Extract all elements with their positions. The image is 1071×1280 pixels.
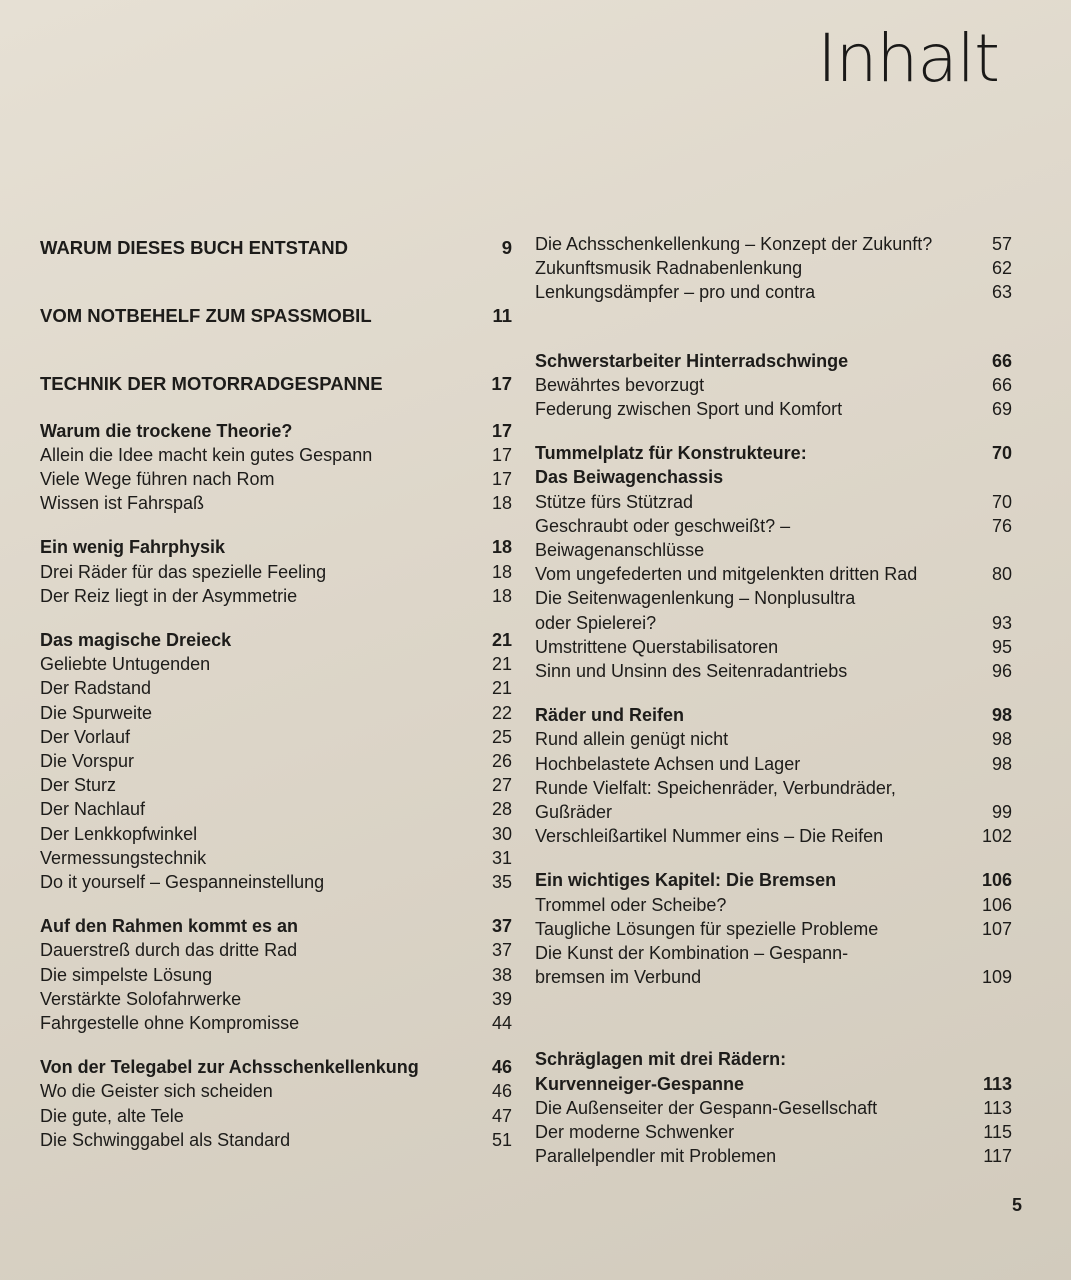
toc-page-number: 37 <box>491 916 512 937</box>
toc-entry-title: Parallelpendler mit Problemen <box>535 1146 777 1167</box>
toc-entry-title: Das Beiwagenchassis <box>535 467 724 488</box>
toc-entry-title: Auf den Rahmen kommt es an <box>40 916 299 937</box>
toc-section <box>535 868 1012 892</box>
toc-entry-title: Von der Telegabel zur Achsschenkellenkung <box>40 1057 419 1078</box>
toc-entry-title: Wo die Geister sich scheiden <box>40 1081 273 1102</box>
page-number: 5 <box>1011 1195 1022 1215</box>
toc-entry <box>40 467 512 491</box>
toc-entry <box>535 917 1012 941</box>
toc-page-number: 70 <box>991 491 1012 512</box>
toc-entry-title: Beiwagenanschlüsse <box>535 540 705 561</box>
toc-entry-title: Lenkungsdämpfer – pro und contra <box>535 282 816 303</box>
toc-page-number: 98 <box>991 705 1012 726</box>
toc-page-number: 51 <box>491 1129 512 1150</box>
toc-section <box>535 1047 1012 1071</box>
toc-page-number: 62 <box>991 258 1012 279</box>
toc-page-number: 70 <box>991 443 1012 464</box>
toc-page-number: 107 <box>981 918 1012 939</box>
toc-entry-title: Runde Vielfalt: Speichenräder, Verbundräder, <box>535 777 896 798</box>
toc-page-number: 21 <box>491 678 512 699</box>
toc-entry <box>535 373 1012 397</box>
toc-page-number: 63 <box>991 282 1012 303</box>
toc-page-number: 39 <box>491 988 512 1009</box>
toc-page-number: 96 <box>991 661 1012 682</box>
toc-entry-title: Verstärkte Solofahrwerke <box>40 988 242 1009</box>
toc-entry-title: Sinn und Unsinn des Seitenradantriebs <box>535 661 848 682</box>
toc-entry <box>535 490 1012 514</box>
toc-entry <box>40 652 512 676</box>
toc-entry <box>535 538 1012 562</box>
toc-entry <box>40 773 512 797</box>
toc-chapter <box>40 372 512 396</box>
toc-page-number: 106 <box>981 894 1012 915</box>
toc-entry <box>535 635 1012 659</box>
toc-page-number: 66 <box>991 374 1012 395</box>
toc-page-number: 93 <box>991 612 1012 633</box>
toc-entry <box>535 800 1012 824</box>
toc-page-number: 109 <box>981 967 1012 988</box>
toc-entry <box>535 562 1012 586</box>
toc-page-number: 80 <box>991 564 1012 585</box>
toc-entry-title: Die Kunst der Kombination – Gespann- <box>535 943 849 964</box>
toc-page-number: 31 <box>491 847 512 868</box>
toc-entry-title: Bewährtes bevorzugt <box>535 374 705 395</box>
toc-entry-title: Wissen ist Fahrspaß <box>40 493 205 514</box>
toc-entry-title: Hochbelastete Achsen und Lager <box>535 753 801 774</box>
toc-entry-title: Verschleißartikel Nummer eins – Die Reifen <box>535 826 884 847</box>
toc-entry <box>535 586 1012 610</box>
toc-entry-title: Zukunftsmusik Radnabenlenkung <box>535 258 803 279</box>
toc-entry-title: Die Schwinggabel als Standard <box>40 1129 291 1150</box>
toc-section <box>40 914 512 938</box>
toc-page-number: 17 <box>491 420 512 441</box>
toc-entry <box>535 611 1012 635</box>
toc-section <box>40 1055 512 1079</box>
toc-section <box>535 1072 1012 1096</box>
toc-page-number: 18 <box>491 585 512 606</box>
toc-entry-title: Der Radstand <box>40 678 152 699</box>
toc-page-number: 117 <box>983 1146 1012 1167</box>
toc-section <box>40 628 512 652</box>
toc-section <box>535 703 1012 727</box>
toc-entry-title: Der Vorlauf <box>40 726 131 747</box>
toc-page-number: 17 <box>491 373 512 395</box>
toc-page-number: 102 <box>981 826 1012 847</box>
toc-page-number: 113 <box>982 1073 1012 1094</box>
page-title: Inhalt <box>817 20 999 97</box>
toc-section <box>535 349 1012 373</box>
toc-entry-title: WARUM DIESES BUCH ENTSTAND <box>40 237 348 258</box>
toc-section <box>40 419 512 443</box>
toc-page-number: 69 <box>991 399 1012 420</box>
toc-entry <box>40 701 512 725</box>
toc-page-number: 21 <box>491 654 512 675</box>
toc-page-number: 18 <box>491 561 512 582</box>
toc-entry <box>40 822 512 846</box>
toc-entry-title: VOM NOTBEHELF ZUM SPASSMOBIL <box>40 305 372 327</box>
toc-entry-title: Die Seitenwagenlenkung – Nonplusultra <box>535 588 856 609</box>
toc-entry-title: Trommel oder Scheibe? <box>535 894 727 915</box>
toc-page-number: 44 <box>491 1013 512 1034</box>
toc-entry <box>40 1079 512 1103</box>
toc-page-number: 21 <box>491 630 512 651</box>
toc-entry-title: Geschraubt oder geschweißt? – <box>535 515 791 536</box>
toc-page-number: 115 <box>983 1122 1012 1143</box>
toc-page-number: 17 <box>491 469 512 490</box>
toc-page-number: 18 <box>491 493 512 514</box>
toc-page-number: 17 <box>491 444 512 465</box>
toc-entry <box>535 232 1012 256</box>
toc-entry <box>535 256 1012 280</box>
toc-entry <box>535 893 1012 917</box>
toc-entry <box>535 965 1012 989</box>
toc-page-number: 98 <box>991 753 1012 774</box>
toc-section <box>40 535 512 559</box>
toc-entry <box>40 846 512 870</box>
toc-entry-title: bremsen im Verbund <box>535 967 702 988</box>
toc-entry-title: Der Nachlauf <box>40 799 146 820</box>
toc-entry-title: Räder und Reifen <box>535 705 685 726</box>
toc-entry <box>40 749 512 773</box>
toc-entry-title: Die simpelste Lösung <box>40 964 213 985</box>
toc-entry <box>40 1128 512 1152</box>
toc-section <box>535 441 1012 465</box>
toc-page-number: 30 <box>491 823 512 844</box>
toc-entry-title: Tummelplatz für Konstrukteure: <box>535 443 807 464</box>
toc-entry-title: Do it yourself – Gespanneinstellung <box>40 872 325 893</box>
toc-entry <box>40 725 512 749</box>
toc-entry-title: Stütze fürs Stützrad <box>535 491 694 512</box>
toc-entry-title: Der Lenkkopfwinkel <box>40 823 198 844</box>
toc-page-number: 35 <box>491 872 512 893</box>
toc-entry <box>535 659 1012 683</box>
toc-entry <box>535 752 1012 776</box>
toc-entry <box>40 584 512 608</box>
toc-entry-title: Die Außenseiter der Gespann-Gesellschaft <box>535 1097 878 1118</box>
toc-entry-title: Drei Räder für das spezielle Feeling <box>40 561 327 582</box>
toc-page-number: 66 <box>991 350 1012 371</box>
toc-entry <box>535 1120 1012 1144</box>
toc-entry <box>40 1011 512 1035</box>
toc-entry-title: Kurvenneiger-Gespanne <box>535 1073 745 1094</box>
toc-entry-title: Taugliche Lösungen für spezielle Probleme <box>535 918 879 939</box>
toc-entry <box>40 1104 512 1128</box>
toc-page-number: 11 <box>492 305 512 327</box>
toc-chapter <box>40 304 512 328</box>
toc-entry <box>40 443 512 467</box>
toc-entry-title: Die gute, alte Tele <box>40 1105 184 1126</box>
toc-chapter <box>40 236 512 260</box>
toc-entry-title: Geliebte Untugenden <box>40 654 211 675</box>
toc-entry <box>40 870 512 894</box>
toc-entry <box>40 963 512 987</box>
toc-entry-title: Viele Wege führen nach Rom <box>40 469 275 490</box>
toc-entry <box>40 560 512 584</box>
toc-entry <box>40 676 512 700</box>
toc-page-number: 26 <box>491 751 512 772</box>
toc-entry-title: Rund allein genügt nicht <box>535 729 729 750</box>
toc-entry-title: Der moderne Schwenker <box>535 1122 735 1143</box>
toc-page-number: 47 <box>491 1105 512 1126</box>
toc-entry-title: Das magische Dreieck <box>40 630 232 651</box>
toc-page-number: 46 <box>491 1057 512 1078</box>
toc-page-number: 25 <box>491 726 512 747</box>
toc-entry-title: Ein wichtiges Kapitel: Die Bremsen <box>535 870 837 891</box>
toc-page-number: 99 <box>991 802 1012 823</box>
toc-entry-title: Die Spurweite <box>40 702 153 723</box>
toc-entry <box>535 824 1012 848</box>
toc-entry-title: Gußräder <box>535 802 613 823</box>
toc-entry <box>535 1096 1012 1120</box>
toc-page-number: 57 <box>991 234 1012 254</box>
toc-entry-title: Schräglagen mit drei Rädern: <box>535 1049 787 1070</box>
toc-entry-title: Federung zwischen Sport und Komfort <box>535 399 843 420</box>
toc-entry-title: Warum die trockene Theorie? <box>40 420 293 441</box>
toc-entry-title: Ein wenig Fahrphysik <box>40 537 226 558</box>
toc-page-number: 113 <box>983 1097 1012 1118</box>
toc-entry-title: Fahrgestelle ohne Kompromisse <box>40 1013 300 1034</box>
toc-entry-title: Der Sturz <box>40 775 117 796</box>
toc-entry <box>535 941 1012 965</box>
toc-section <box>535 465 1012 489</box>
toc-entry-title: TECHNIK DER MOTORRADGESPANNE <box>40 373 383 395</box>
toc-entry-title: Dauerstreß durch das dritte Rad <box>40 940 298 961</box>
toc-entry <box>40 987 512 1011</box>
toc-entry <box>40 797 512 821</box>
toc-entry <box>535 727 1012 751</box>
toc-entry-title: Allein die Idee macht kein gutes Gespann <box>40 444 373 465</box>
toc-left-column <box>40 236 512 1152</box>
toc-page-number: 76 <box>991 515 1012 536</box>
toc-page-number: 98 <box>991 729 1012 750</box>
toc-entry <box>535 1144 1012 1168</box>
toc-entry-title: Umstrittene Querstabilisatoren <box>535 636 779 657</box>
toc-entry-title: oder Spielerei? <box>535 612 657 633</box>
toc-page-number: 46 <box>491 1081 512 1102</box>
toc-entry <box>40 491 512 515</box>
toc-entry-title: Vom ungefederten und mitgelenkten dritten Rad <box>535 564 918 585</box>
toc-entry <box>535 397 1012 421</box>
toc-entry <box>40 938 512 962</box>
toc-page-number: 27 <box>491 775 512 796</box>
toc-right-column <box>535 232 1012 1169</box>
toc-page-number: 95 <box>991 636 1012 657</box>
toc-page-number: 28 <box>491 799 512 820</box>
toc-entry-title: Die Achsschenkellenkung – Konzept der Zukunft? <box>535 234 933 254</box>
toc-page-number: 9 <box>501 237 512 258</box>
toc-page-number: 38 <box>491 964 512 985</box>
toc-entry-title: Schwerstarbeiter Hinterradschwinge <box>535 350 849 371</box>
toc-entry <box>535 776 1012 800</box>
toc-page-number: 106 <box>981 870 1012 891</box>
toc-entry <box>535 280 1012 304</box>
toc-page-number: 22 <box>491 702 512 723</box>
toc-page-number: 18 <box>491 537 512 558</box>
toc-entry <box>535 514 1012 538</box>
toc-entry-title: Vermessungstechnik <box>40 847 207 868</box>
toc-entry-title: Die Vorspur <box>40 751 135 772</box>
toc-entry-title: Der Reiz liegt in der Asymmetrie <box>40 585 298 606</box>
toc-page-number: 37 <box>491 940 512 961</box>
